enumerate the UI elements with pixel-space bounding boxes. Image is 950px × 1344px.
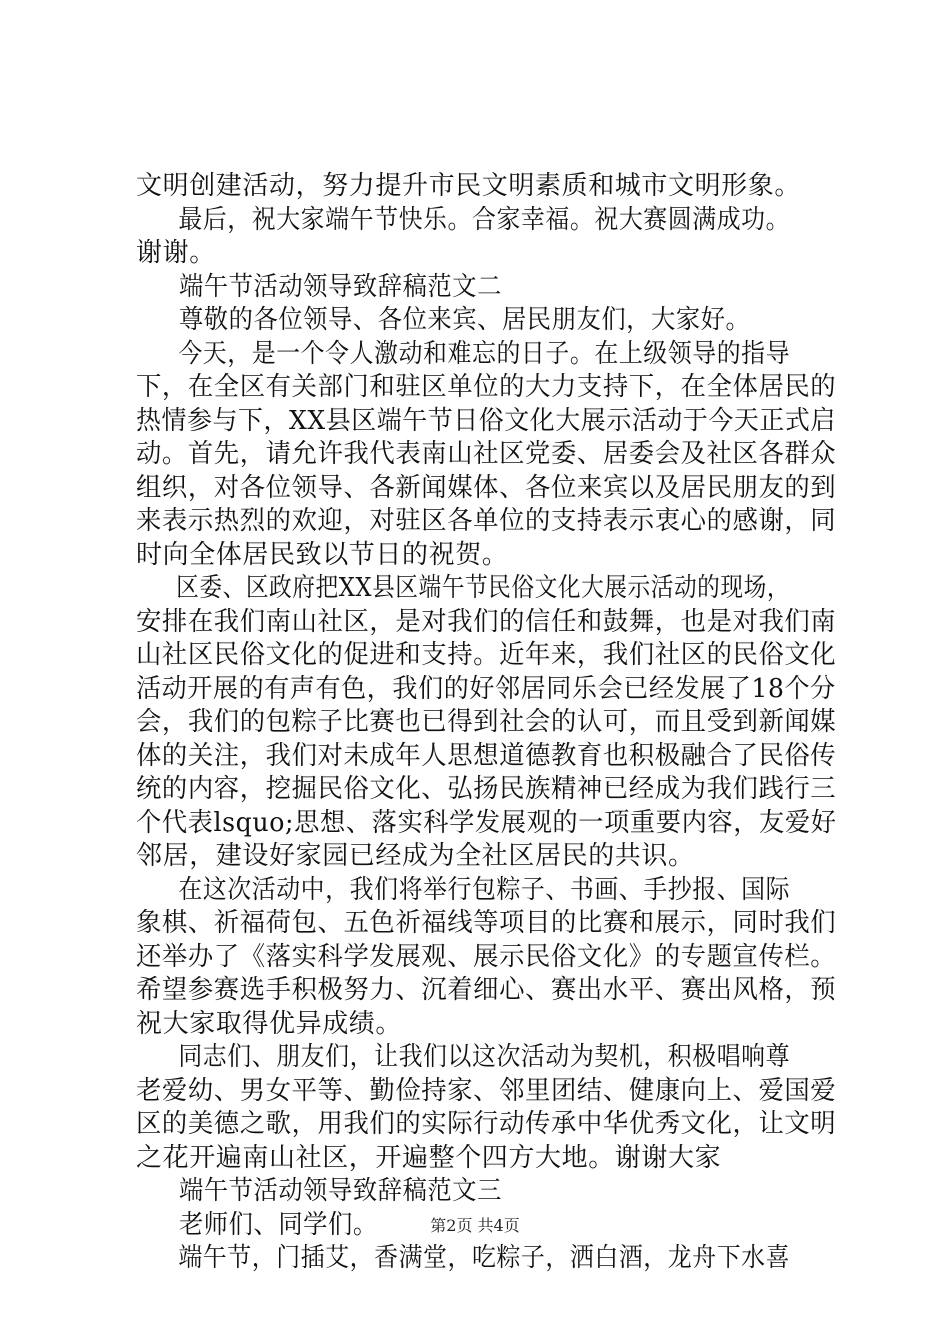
text-line: 区委、区政府把XX县区端午节民俗文化大展示活动的现场，	[176, 573, 791, 603]
text-line: 下，在全区有关部门和驻区单位的大力支持下，在全体居民的	[136, 372, 837, 402]
text-line: 端午节活动领导致辞稿范文二	[178, 271, 502, 302]
text-line: 老师们、同学们。	[178, 1209, 378, 1240]
text-line: 端午节，门插艾，香满堂，吃粽子，洒白酒，龙舟下水喜	[178, 1243, 791, 1273]
text-line: 老爱幼、男女平等、勤俭持家、邻里团结、健康向上、爱国爱	[136, 1075, 837, 1106]
text-line: 在这次活动中，我们将举行包粽子、书画、手抄报、国际	[178, 874, 791, 905]
text-line: 区的美德之歌，用我们的实际行动传承中华优秀文化，让文明	[136, 1109, 837, 1139]
text-line: 之花开遍南山社区，开遍整个四方大地。谢谢大家	[136, 1142, 722, 1173]
text-line: 最后，祝大家端午节快乐。合家幸福。祝大赛圆满成功。	[178, 204, 791, 235]
text-line: 个代表lsquo;思想、落实科学发展观的一项重要内容，友爱好	[136, 807, 837, 838]
text-line: 还举办了《落实科学发展观、展示民俗文化》的专题宣传栏。	[136, 941, 837, 972]
text-line: 同志们、朋友们，让我们以这次活动为契机，积极唱响尊	[178, 1042, 791, 1072]
text-line: 体的关注，我们对未成年人思想道德教育也积极融合了民俗传	[136, 740, 837, 771]
text-line: 邻居，建设好家园已经成为全社区居民的共识。	[136, 841, 695, 871]
page-number-footer: 第2页 共4页	[430, 1216, 520, 1235]
text-line: 文明创建活动，努力提升市民文明素质和城市文明形象。	[136, 171, 802, 201]
text-line: 希望参赛选手积极努力、沉着细心、赛出水平、赛出风格，预	[136, 975, 837, 1005]
text-line: 活动开展的有声有色，我们的好邻居同乐会已经发展了18个分	[136, 673, 836, 704]
text-line: 时向全体居民致以节日的祝贺。	[136, 539, 509, 570]
text-line: 统的内容，挖掘民俗文化、弘扬民族精神已经成为我们践行三	[136, 774, 837, 804]
text-line: 组织，对各位领导、各新闻媒体、各位来宾以及居民朋友的到	[136, 472, 837, 503]
text-line: 来表示热烈的欢迎，对驻区各单位的支持表示衷心的感谢，同	[136, 506, 837, 536]
text-line: 今天，是一个令人激动和难忘的日子。在上级领导的指导	[178, 338, 791, 369]
text-line: 祝大家取得优异成绩。	[136, 1008, 403, 1039]
text-line: 安排在我们南山社区，是对我们的信任和鼓舞，也是对我们南	[136, 606, 837, 637]
text-line: 谢谢。	[136, 238, 216, 268]
text-line: 热情参与下，XX县区端午节日俗文化大展示活动于今天正式启	[136, 405, 836, 436]
text-line: 会，我们的包粽子比赛也已得到社会的认可，而且受到新闻媒	[136, 707, 837, 737]
text-line: 端午节活动领导致辞稿范文三	[178, 1176, 502, 1206]
document-body	[136, 170, 836, 1276]
text-line: 山社区民俗文化的促进和支持。近年来，我们社区的民俗文化	[136, 640, 837, 670]
text-line: 动。首先，请允许我代表南山社区党委、居委会及社区各群众	[136, 439, 837, 469]
text-line: 尊敬的各位领导、各位来宾、居民朋友们，大家好。	[178, 305, 751, 335]
text-line: 象棋、祈福荷包、五色祈福线等项目的比赛和展示，同时我们	[136, 908, 837, 938]
